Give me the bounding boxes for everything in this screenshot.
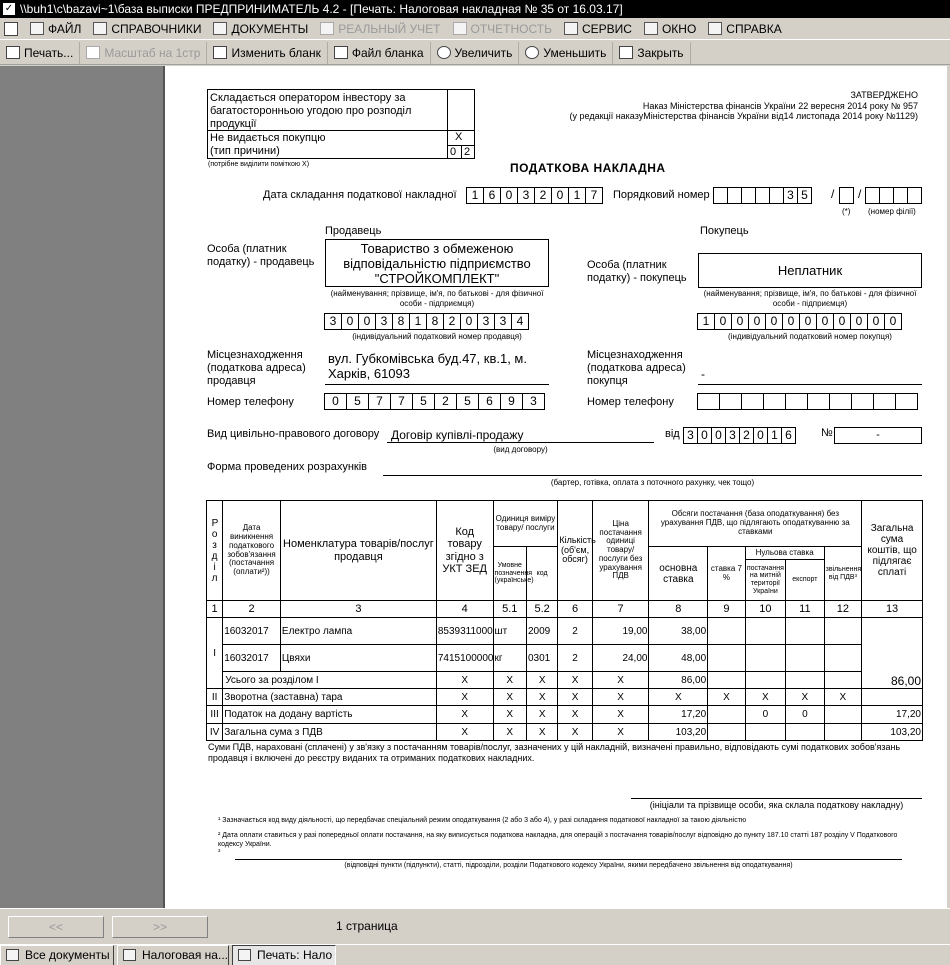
- digit-cell: [893, 187, 908, 204]
- number-cells: [714, 187, 812, 204]
- section-1-total: 86,00: [862, 618, 923, 689]
- footnote-1: ¹ Зазначається код виду діяльності, що передбачає спеціальний режим оподаткування (2 або 3 або 4), у разі складання податкової накладної за такою діяльністю: [218, 817, 747, 824]
- calculator-icon: [564, 22, 578, 35]
- digit-cell: 0: [748, 313, 766, 330]
- accounting-icon: [320, 22, 334, 35]
- digit-cell: [741, 393, 764, 410]
- digit-cell: 1: [697, 313, 715, 330]
- digit-cell: 2: [739, 427, 754, 444]
- menu-file[interactable]: ФАЙЛ: [24, 18, 87, 40]
- zoom-in-button[interactable]: Увеличить: [431, 42, 520, 64]
- section-1: I: [207, 618, 223, 689]
- print-button[interactable]: Печать...: [0, 42, 80, 64]
- menu-window[interactable]: ОКНО: [638, 18, 702, 40]
- digit-cell: 0: [850, 313, 868, 330]
- digit-cell: 0: [782, 313, 800, 330]
- header-exempt: звільнення від ПДВ³: [824, 547, 862, 601]
- header-rate-7: ставка 7 %: [708, 547, 745, 601]
- digit-cell: 0: [714, 313, 732, 330]
- header-basic-rate: основна ставка: [649, 547, 708, 601]
- digit-cell: 6: [483, 187, 501, 204]
- date-label: Дата складання податкової накладної: [263, 189, 457, 201]
- section-3-row: III Податок на додану вартість X X X X X 17,20 0 0 17,20: [207, 706, 923, 724]
- digit-cell: 5: [456, 393, 479, 410]
- digit-cell: [713, 187, 728, 204]
- number-label: Порядковий номер: [613, 189, 710, 201]
- printer-icon: [6, 46, 20, 59]
- close-button[interactable]: Закрыть: [613, 42, 690, 64]
- digit-cell: 0: [753, 427, 768, 444]
- buyer-label: Особа (платник податку) - покупець: [587, 259, 687, 284]
- seller-label: Особа (платник податку) - продавець: [207, 243, 315, 268]
- digit-cell: 6: [781, 427, 796, 444]
- documents-icon: [213, 22, 227, 35]
- contract-from-label: від: [665, 428, 680, 440]
- signature-note: (ініціали та прізвище особи, яка склала податкову накладну): [649, 800, 904, 810]
- reason-code-digit: 0: [450, 146, 457, 158]
- special-code-cell: [839, 187, 854, 204]
- digit-cell: [865, 187, 880, 204]
- header-unit: Одиниця виміру товару/ послуги: [493, 501, 558, 547]
- digit-cell: 0: [816, 313, 834, 330]
- column-number: 5.2: [526, 601, 557, 618]
- prev-page-button[interactable]: <<: [8, 916, 104, 938]
- menu-real-accounting[interactable]: РЕАЛЬНЫЙ УЧЕТ: [314, 18, 446, 40]
- digit-cell: 0: [867, 313, 885, 330]
- task-print-preview[interactable]: Печать: Нало: [232, 945, 336, 965]
- column-number: 6: [558, 601, 592, 618]
- digit-cell: 3: [783, 187, 798, 204]
- digit-cell: [697, 393, 720, 410]
- seller-name: Товариство з обмеженою відповідальністю підприємство "СТРОЙКОМПЛЕКТ": [343, 241, 531, 286]
- app-icon: ✓: [4, 3, 14, 14]
- menu-help[interactable]: СПРАВКА: [702, 18, 788, 40]
- digit-cell: [879, 187, 894, 204]
- digit-cell: 0: [711, 427, 726, 444]
- close-door-icon: [619, 46, 633, 59]
- digit-cell: 0: [697, 427, 712, 444]
- digit-cell: 3: [517, 187, 535, 204]
- column-number: 9: [708, 601, 745, 618]
- zoom-in-icon: [437, 46, 451, 59]
- operator-text: Складається оператором інвестору за багатосторонньою угодою про розподіл продукції: [210, 92, 412, 130]
- seller-address: вул. Губкомівська буд.47, кв.1, м. Харків, 61093: [328, 351, 527, 381]
- order-text: Наказ Міністерства фінансів України 22 вересня 2014 року № 957: [642, 101, 918, 111]
- footnote-3: ³: [218, 849, 221, 856]
- buyer-ipn-cells: [698, 313, 902, 330]
- buyer-phone-label: Номер телефону: [587, 396, 674, 408]
- header-date: Дата виникнення податкового зобов'язання (постачання (оплати²)): [223, 501, 281, 601]
- digit-cell: [895, 393, 918, 410]
- buyer-ipn-note: (індивідуальний податковий номер покупця): [728, 332, 892, 341]
- document-icon: [123, 949, 136, 961]
- buyer-name: Неплатник: [777, 263, 843, 278]
- digit-cell: 7: [585, 187, 603, 204]
- digit-cell: 0: [460, 313, 478, 330]
- contract-type-note: (вид договору): [493, 445, 548, 454]
- buyer-name-note: (найменування; прізвище, ім'я, по батькові - для фізичної особи - підприємця): [703, 289, 917, 308]
- digit-cell: 0: [731, 313, 749, 330]
- digit-cell: [907, 187, 922, 204]
- column-number: 1: [207, 601, 223, 618]
- branch-note: (номер філії): [868, 207, 916, 216]
- payment-form-label: Форма проведених розрахунків: [207, 461, 367, 473]
- column-number: 7: [592, 601, 649, 618]
- footnote-2: ² Дата оплати ставиться у разі попередньої оплати постачання, на яку виписується податкова накладна, для операцій з постачання товарів/послуг відповідно до пункту 187.10 статті 187 розділу V Податкового кодексу України.: [218, 832, 898, 848]
- digit-cell: 3: [522, 393, 545, 410]
- goods-table: [206, 500, 923, 741]
- table-row: 16032017 Цвяхи 7415100000 кг 0301 2 24,00 48,00: [207, 645, 923, 672]
- reason-type-text: (тип причини): [210, 145, 280, 157]
- vat-statement: Суми ПДВ, нараховані (сплачені) у зв'язку з постачанням товарів/послуг, зазначених у цій накладній, визначені правильно, відповідають сумі податкових зобов'язань продавця і включені до реєстру виданих та отриманих податкових накладних.: [208, 742, 901, 763]
- digit-cell: 1: [568, 187, 586, 204]
- title-bar: [0, 0, 950, 18]
- window-icon: [644, 22, 658, 35]
- buyer-address: -: [701, 367, 705, 381]
- header-total: Загальна сума коштів, що підлягає сплаті: [862, 501, 923, 601]
- section-2-row: II Зворотна (заставна) тара X X X X X X X X X X: [207, 689, 923, 706]
- digit-cell: 3: [324, 313, 342, 330]
- digit-cell: 2: [534, 187, 552, 204]
- header-zero-rate: Нульова ставка: [745, 547, 824, 560]
- digit-cell: 2: [434, 393, 457, 410]
- form-file-button[interactable]: Файл бланка: [328, 42, 431, 64]
- header-code: Код товару згідно з УКТ ЗЕД: [436, 501, 493, 601]
- contract-type: Договір купівлі-продажу: [391, 428, 524, 442]
- header-export: експорт: [786, 560, 824, 601]
- digit-cell: 0: [884, 313, 902, 330]
- digit-cell: 7: [368, 393, 391, 410]
- column-numbers-row: [207, 601, 923, 618]
- help-icon: [708, 22, 722, 35]
- digit-cell: 0: [551, 187, 569, 204]
- print-preview-page[interactable]: Складається оператором інвестору за багатосторонньою угодою про розподіл продукції Не видається покупцю (тип причини) X 0 2 (потрібне виділити поміткою Х) ЗАТВЕРДЖЕНО Наказ Міністерства фінансів України 22 вересня 2014 року № 957 (у редакції наказуМіністерства фінансів України від14 листопада 2014 року №1129) ПОДАТКОВА НАКЛАДНА Дата складання податкової накладної 1 6 0 3 2 0 1 7 Порядковий номер 3 5 / / (*) (номер філії) Продавець Покупець Особа (платник податку) - продавець Товариство з обмеженою відповідальністю підприємство "СТРОЙКОМПЛЕКТ" (найменування; прізвище, ім'я, по батькові - для фізичної особи - підприємця) Особа (платник податку) - покупець Неплатник (найменування; прізвище, ім'я, по батькові - для фізичної особи - підприємця) 3 0 0 3 8 1 8 2 0 3 3 4 (індивідуальний податковий номер продавця) 1 0 0 0 0 0 0 0 0 0 0 0 (індивідуальний податковий номер покупця) Місцезнаходження (податкова адреса) продавця вул. Губкомівська буд.47, кв.1, м. Харків, 61093 Місцезнаходження (податкова адреса) покупця - Номер телефону 0 5 7 7 5 2 5 6 9 3 Номер телефону Вид цивільно-правового договору Договір купівлі-продажу (вид договору) від 3 0 0 3 2 0 1 6 № - Форма проведених розрахунків (бартер, готівка, оплата з поточного рахунку, чек тощо) Розділ Дата виникнення податкового зобов'язання (постачання (оплати²)) Номенклатура товарів/послуг продавця Код товару згідно з УКТ ЗЕД Одиниця виміру товару/ послуги Кількість (об'єм, обсяг) Ціна постачання одиниці товару/ послуги без урахування ПДВ Обсяги постачання (база оподаткування) без урахування ПДВ, що підлягають оподаткуванню за ставками Загальна сума коштів, що підлягає сплаті Умовне позначення (українське) код основна ставка ставка 7 % Нульова ставка звільнення від ПДВ³ постачання на митній території України експорт 1 2 3 4 5.1 5.2 6 7 8 9 10 11 12 13 I 16032017 Електро лампа 8539311000 шт 2009 2 19,00 38,00 86,00 16032017 Цвяхи 7415100000 кг 0301 2 24,00 48,00 Усього за розділом I X X X X X 86,00 II Зворотна (заставна) тара X X X X X X X X X X III Податок на додану вартість X X X X X 17,20 0 0 17,20 IV Загальна сума з ПДВ X X X X X 103,20 103,20 Суми ПДВ, нараховані (сплачені) у зв'язку з постачанням товарів/послуг, зазначених у цій накладній, визначені правильно, відповідають сумі податкових зобов'язань продавця і включені до реєстру виданих та отриманих податкових накладних. (ініціали та прізвище особи, яка склала податкову накладну) ¹ Зазначається код виду діяльності, що передбачає спеціальний режим оподаткування (2 або 3 або 4), у разі складання податкової накладної за такою діяльністю ² Дата оплати ставиться у разі попередньої оплати постачання, на яку виписується податкова накладна, для операцій з постачання товарів/послуг відповідно до пункту 187.10 статті 187 розділу V Податкового кодексу України. ³ (відповідні пункти (підпункти), статті, підрозділи, розділи Податкового кодексу України, якими передбачено звільнення від оподаткування): [163, 66, 950, 908]
- buyer-address-label: Місцезнаходження (податкова адреса) покупця: [587, 349, 686, 387]
- digit-cell: 3: [494, 313, 512, 330]
- digit-cell: 3: [375, 313, 393, 330]
- edit-form-button[interactable]: Изменить бланк: [207, 42, 327, 64]
- seller-ipn-note: (індивідуальний податковий номер продавця): [352, 332, 522, 341]
- digit-cell: 3: [725, 427, 740, 444]
- file-menu-icon: [30, 22, 44, 35]
- digit-cell: 1: [466, 187, 484, 204]
- column-number: 8: [649, 601, 708, 618]
- digit-cell: 9: [500, 393, 523, 410]
- digit-cell: [763, 393, 786, 410]
- digit-cell: [785, 393, 808, 410]
- seller-address-label: Місцезнаходження (податкова адреса) продавця: [207, 349, 306, 387]
- column-number: 13: [862, 601, 923, 618]
- column-number: 2: [223, 601, 281, 618]
- digit-cell: 6: [478, 393, 501, 410]
- buyer-header: Покупець: [700, 225, 749, 237]
- digit-cell: [727, 187, 742, 204]
- digit-cell: 5: [412, 393, 435, 410]
- header-unit-code: код: [526, 547, 557, 601]
- branch-cells: [866, 187, 922, 204]
- digit-cell: 2: [443, 313, 461, 330]
- header-nomenclature: Номенклатура товарів/послуг продавця: [280, 501, 436, 601]
- column-number: 5.1: [493, 601, 526, 618]
- menu-documents[interactable]: ДОКУМЕНТЫ: [207, 18, 314, 40]
- digit-cell: [829, 393, 852, 410]
- approved-label: ЗАТВЕРДЖЕНО: [850, 90, 918, 100]
- column-number: 4: [436, 601, 493, 618]
- not-issued-text: Не видається покупцю: [210, 132, 326, 144]
- menu-bar: [0, 18, 950, 40]
- seller-phone-cells: [325, 393, 545, 410]
- digit-cell: 1: [767, 427, 782, 444]
- digit-cell: [719, 393, 742, 410]
- column-number: 12: [824, 601, 862, 618]
- window-taskbar: [0, 944, 950, 964]
- zoom-out-icon: [525, 46, 539, 59]
- task-all-documents[interactable]: Все документы: [0, 945, 114, 965]
- date-cells: [467, 187, 603, 204]
- digit-cell: 0: [799, 313, 817, 330]
- digit-cell: 5: [797, 187, 812, 204]
- menu-reports[interactable]: ОТЧЕТНОСТЬ: [447, 18, 558, 40]
- section-4-row: IV Загальна сума з ПДВ X X X X X 103,20 103,20: [207, 724, 923, 741]
- header-section: Розділ: [207, 501, 223, 601]
- table-row: I 16032017 Електро лампа 8539311000 шт 2009 2 19,00 38,00 86,00: [207, 618, 923, 645]
- folder-icon: [334, 46, 348, 59]
- digit-cell: 4: [511, 313, 529, 330]
- contract-type-label: Вид цивільно-правового договору: [207, 428, 380, 440]
- document-title: ПОДАТКОВА НАКЛАДНА: [510, 161, 666, 175]
- window-title: \\buh1\c\bazavi~1\база выписки ПРЕДПРИНИМАТЕЛЬ 4.2 - [Печать: Налоговая накладная № 35 от 16.03.17]: [20, 2, 623, 16]
- digit-cell: 7: [390, 393, 413, 410]
- digit-cell: [873, 393, 896, 410]
- contract-number-label: №: [821, 427, 833, 439]
- digit-cell: 0: [500, 187, 518, 204]
- footnote-3-note: (відповідні пункти (підпункти), статті, підрозділи, розділи Податкового кодексу України, якими передбачено звільнення від оподаткування): [344, 862, 793, 869]
- header-price: Ціна постачання одиниці товару/ послуги без урахування ПДВ: [592, 501, 649, 601]
- digit-cell: [851, 393, 874, 410]
- order-edition-text: (у редакції наказуМіністерства фінансів України від14 листопада 2014 року №1129): [569, 111, 918, 121]
- not-issued-mark: X: [455, 131, 463, 143]
- home-icon: [93, 22, 107, 35]
- section-1-sum-row: Усього за розділом I X X X X X 86,00: [207, 672, 923, 689]
- header-customs: постачання на митній території України: [745, 560, 786, 601]
- edit-icon: [213, 46, 227, 59]
- digit-cell: 3: [683, 427, 698, 444]
- digit-cell: [741, 187, 756, 204]
- header-unit-name: Умовне позначення (українське): [493, 547, 526, 601]
- seller-header: Продавець: [325, 225, 382, 237]
- page-count: 1 страница: [336, 919, 398, 933]
- column-number: 11: [786, 601, 824, 618]
- contract-date-cells: [684, 427, 796, 444]
- seller-phone-label: Номер телефону: [207, 396, 294, 408]
- digit-cell: [769, 187, 784, 204]
- digit-cell: 5: [346, 393, 369, 410]
- document-icon: [238, 949, 251, 961]
- column-number: 3: [280, 601, 436, 618]
- header-volume: Обсяги постачання (база оподаткування) без урахування ПДВ, що підлягають оподаткуванню за ставками: [649, 501, 862, 547]
- digit-cell: 8: [392, 313, 410, 330]
- column-number: 10: [745, 601, 786, 618]
- digit-cell: [807, 393, 830, 410]
- buyer-phone-cells: [698, 393, 918, 410]
- fit-page-icon: [86, 46, 100, 59]
- header-quantity: Кількість (об'єм, обсяг): [558, 501, 592, 601]
- left-gray-panel: [0, 66, 163, 908]
- fit-page-button[interactable]: Масштаб на 1стр: [80, 42, 207, 64]
- digit-cell: 3: [477, 313, 495, 330]
- next-page-button[interactable]: >>: [112, 916, 208, 938]
- toolbar: [0, 41, 950, 65]
- special-note: (*): [842, 207, 851, 216]
- page-navigation: [0, 908, 950, 944]
- payment-form-note: (бартер, готівка, оплата з поточного рахунку, чек тощо): [550, 478, 755, 487]
- digit-cell: 0: [765, 313, 783, 330]
- seller-ipn-cells: [325, 313, 529, 330]
- mark-note: (потрібне виділити поміткою Х): [208, 161, 310, 168]
- digit-cell: 0: [358, 313, 376, 330]
- document-icon[interactable]: [4, 22, 18, 36]
- contract-number: -: [876, 429, 880, 441]
- menu-service[interactable]: СЕРВИС: [558, 18, 638, 40]
- digit-cell: 8: [426, 313, 444, 330]
- seller-name-note: (найменування; прізвище, ім'я, по батькові - для фізичної особи - підприємця): [330, 289, 544, 308]
- digit-cell: [755, 187, 770, 204]
- reason-code-digit: 2: [464, 146, 471, 158]
- digit-cell: 1: [409, 313, 427, 330]
- zoom-out-button[interactable]: Уменьшить: [519, 42, 613, 64]
- digit-cell: 0: [324, 393, 347, 410]
- documents-icon: [6, 949, 19, 961]
- digit-cell: 0: [341, 313, 359, 330]
- reports-icon: [453, 22, 467, 35]
- task-tax-invoice[interactable]: Налоговая на...: [117, 945, 229, 965]
- digit-cell: 0: [833, 313, 851, 330]
- menu-references[interactable]: СПРАВОЧНИКИ: [87, 18, 207, 40]
